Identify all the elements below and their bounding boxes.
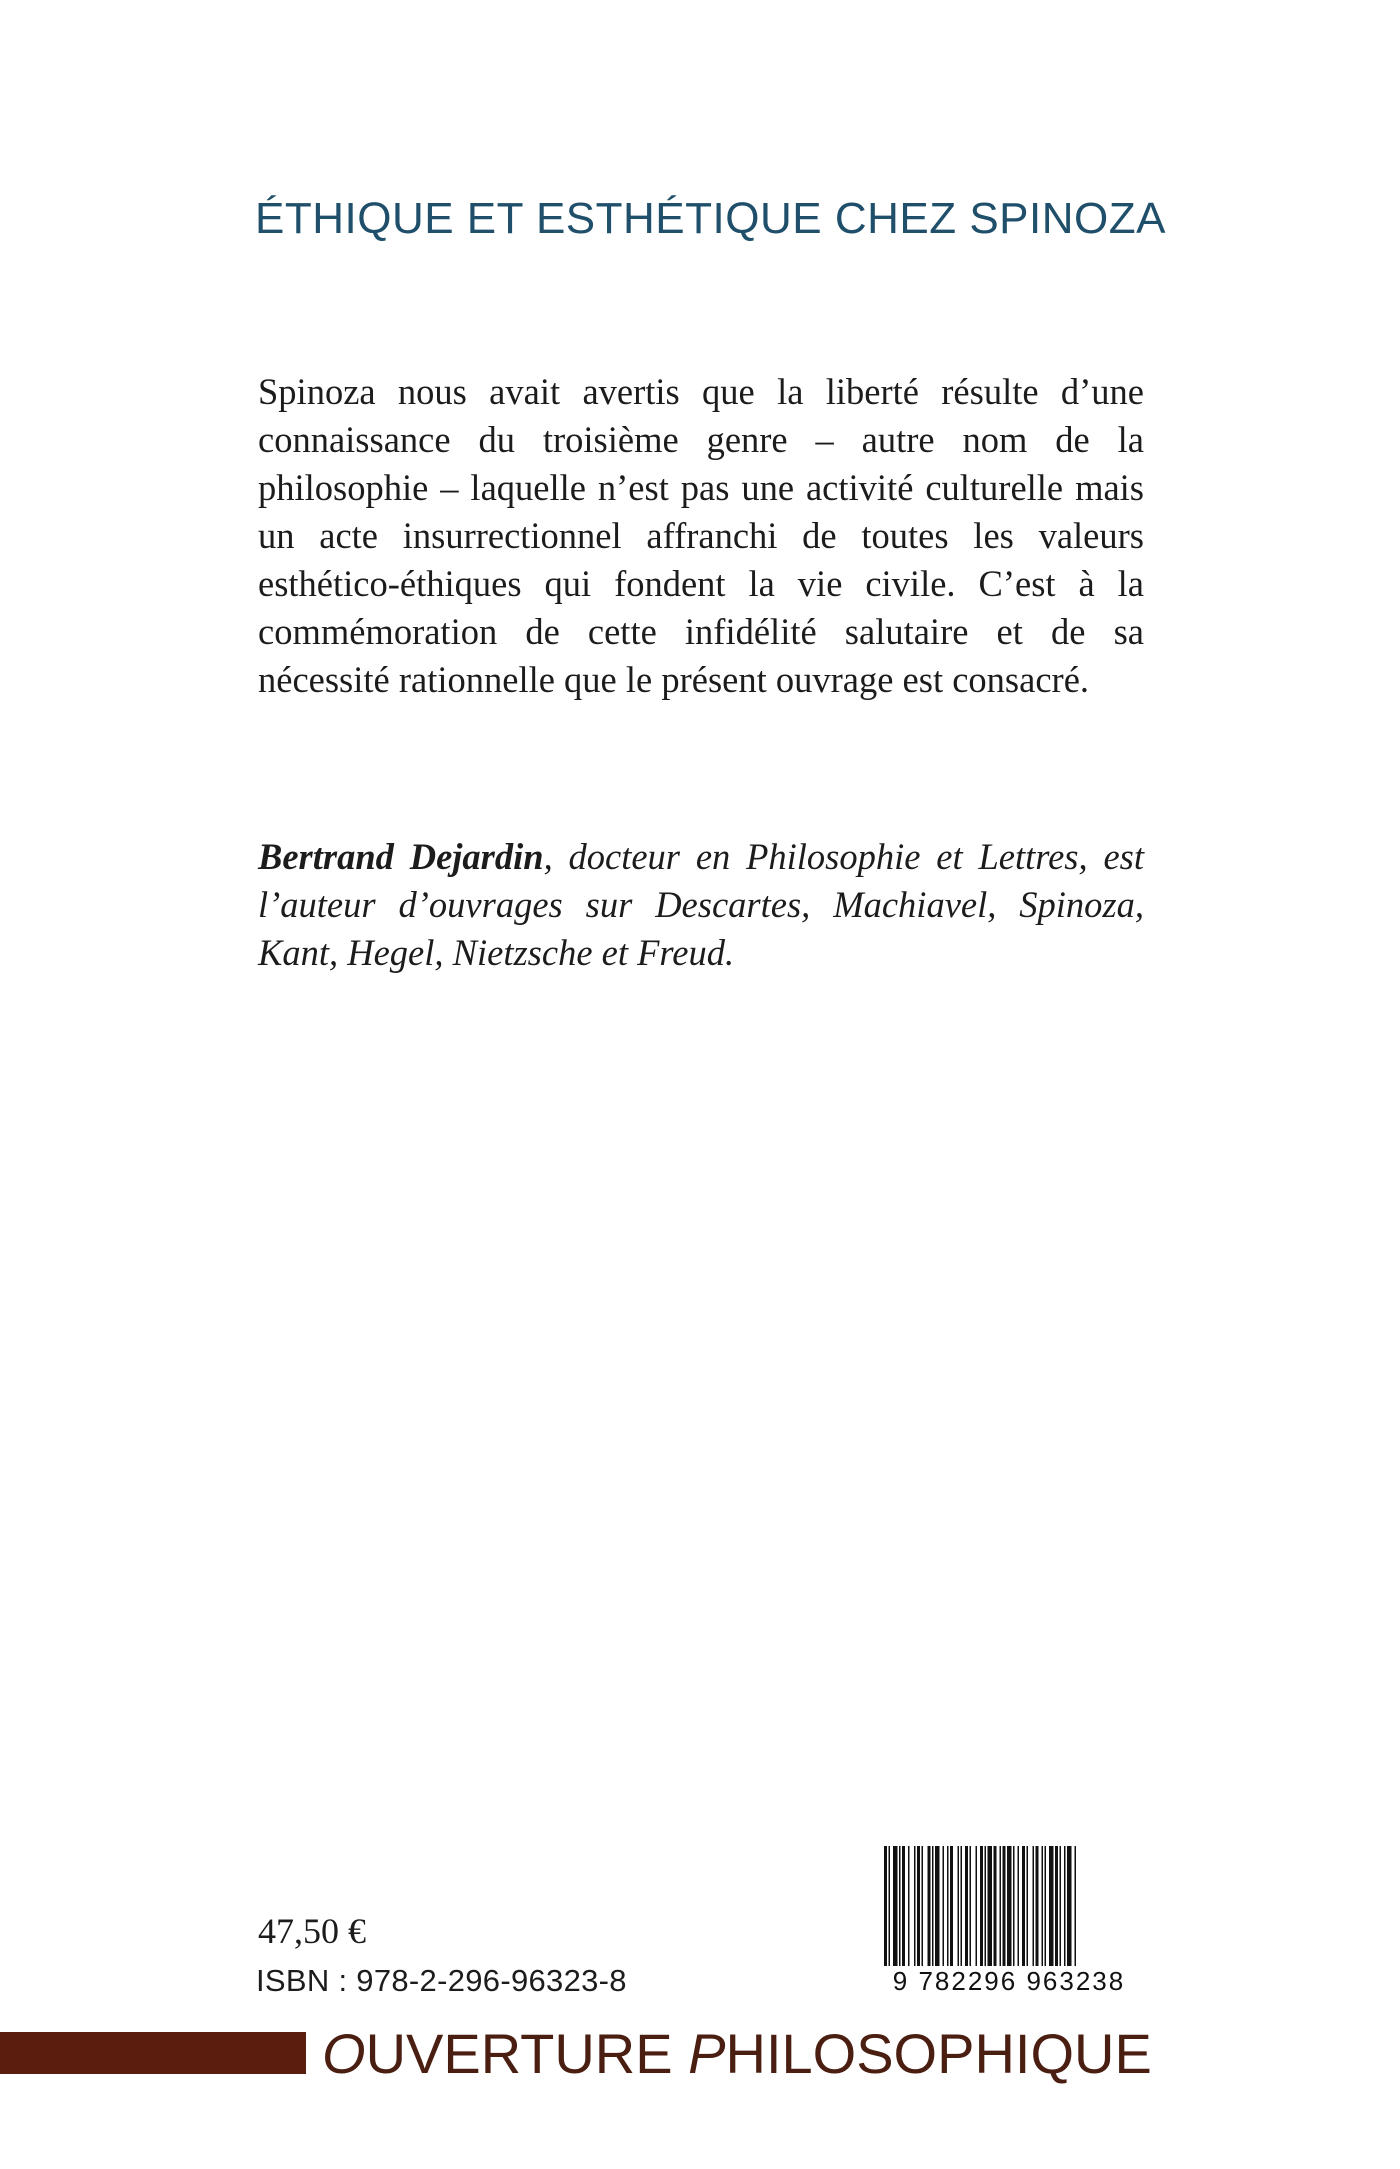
author-bio-text: , docteur en Philosophie et Lettres, est l’auteur d’ouvrages sur Descartes, Machiavel, Spinoza, Kant, Hegel, Nietzsche et Freud. <box>258 836 1144 973</box>
isbn: ISBN : 978-2-296-96323-8 <box>256 1963 627 1998</box>
series-name <box>322 2024 1152 2084</box>
price: 47,50 € <box>258 1911 366 1951</box>
series-initial-o: O <box>322 2022 366 2085</box>
author-bio <box>258 833 1144 977</box>
series-word-1: UVERTURE <box>365 2022 689 2085</box>
book-blurb: Spinoza nous avait avertis que la liberté résulte d’une connaissance du troisième genre – autre nom de la philosophie – laquelle n’est pas une activité culturelle mais un acte insurrectionnel affranchi de toutes les valeurs esthético-éthiques qui fondent la vie civile. C’est à la commémoration de cette infidélité salutaire et de sa nécessité rationnelle que le présent ouvrage est consacré. <box>258 371 1144 700</box>
series-word-2: HILOSOPHIQUE <box>725 2022 1152 2085</box>
book-title: ÉTHIQUE ET ESTHÉTIQUE CHEZ SPINOZA <box>255 194 1166 243</box>
series-initial-p: P <box>688 2022 726 2085</box>
series-bar <box>0 2032 306 2074</box>
barcode-digits: 9 782296 963238 <box>880 1966 1138 1997</box>
author-name: Bertrand Dejardin <box>258 836 544 877</box>
